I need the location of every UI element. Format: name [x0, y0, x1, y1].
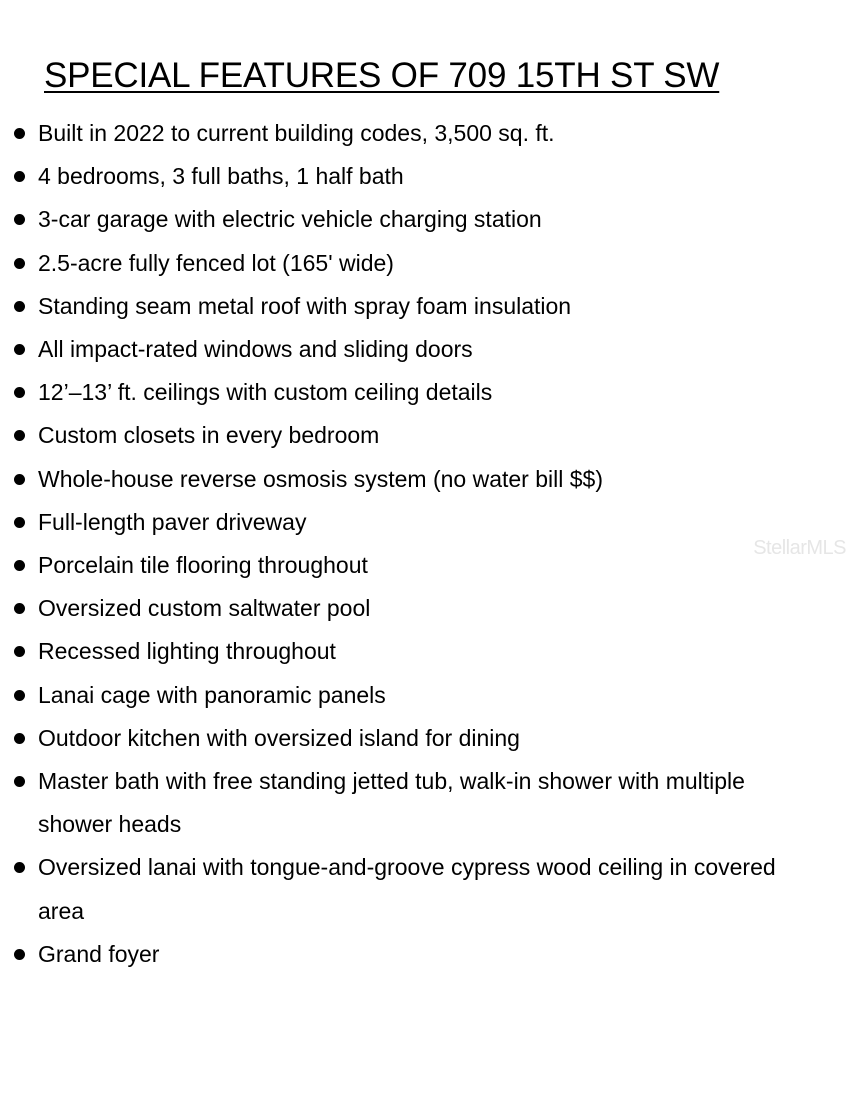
feature-text: Lanai cage with panoramic panels — [38, 681, 386, 708]
feature-text: Standing seam metal roof with spray foam insulation — [38, 292, 572, 319]
list-item — [0, 112, 800, 155]
bullet-icon — [14, 646, 25, 657]
feature-list — [0, 112, 800, 976]
page-title: SPECIAL FEATURES OF 709 15TH ST SW — [44, 56, 720, 95]
feature-text: Full-length paver driveway — [38, 508, 307, 535]
feature-text: All impact-rated windows and sliding doors — [38, 336, 473, 363]
bullet-icon — [14, 517, 25, 528]
list-item — [0, 155, 800, 198]
list-item — [0, 285, 800, 328]
feature-text: Oversized lanai with tongue-and-groove cypress wood ceiling in covered area — [38, 854, 776, 924]
bullet-icon — [14, 690, 25, 701]
list-item — [0, 198, 800, 241]
feature-text: Built in 2022 to current building codes, 3,500 sq. ft. — [38, 120, 555, 146]
list-item — [0, 674, 800, 717]
bullet-icon — [14, 733, 25, 744]
bullet-icon — [14, 776, 25, 787]
bullet-icon — [14, 128, 25, 139]
feature-text: Porcelain tile flooring throughout — [38, 552, 368, 579]
list-item — [0, 371, 800, 414]
bullet-icon — [14, 387, 25, 398]
bullet-icon — [14, 603, 25, 614]
bullet-icon — [14, 474, 25, 485]
list-item — [0, 630, 800, 673]
stellarmls-watermark: StellarMLS — [753, 537, 846, 559]
bullet-icon — [14, 560, 25, 571]
feature-text: 3-car garage with electric vehicle charging station — [38, 206, 542, 233]
feature-text: Custom closets in every bedroom — [38, 422, 380, 449]
feature-text: Outdoor kitchen with oversized island for dining — [38, 724, 520, 751]
list-item — [0, 760, 800, 846]
feature-text: 2.5-acre fully fenced lot (165' wide) — [38, 249, 394, 276]
bullet-icon — [14, 862, 25, 873]
feature-text: 4 bedrooms, 3 full baths, 1 half bath — [38, 163, 404, 190]
bullet-icon — [14, 344, 25, 355]
feature-text: Whole-house reverse osmosis system (no water bill $$) — [38, 465, 603, 492]
bullet-icon — [14, 301, 25, 312]
feature-text: Oversized custom saltwater pool — [38, 595, 371, 622]
bullet-icon — [14, 430, 25, 441]
list-item — [0, 458, 800, 501]
list-item — [0, 587, 800, 630]
feature-text: 12’–13’ ft. ceilings with custom ceiling details — [38, 379, 493, 406]
bullet-icon — [14, 949, 25, 960]
bullet-icon — [14, 171, 25, 182]
list-item — [0, 933, 800, 976]
list-item — [0, 717, 800, 760]
list-item — [0, 242, 800, 285]
feature-text: Master bath with free standing jetted tub, walk-in shower with multiple shower heads — [38, 768, 745, 838]
feature-text: Grand foyer — [38, 940, 160, 967]
list-item — [0, 501, 800, 544]
bullet-icon — [14, 214, 25, 225]
list-item — [0, 414, 800, 457]
list-item — [0, 846, 800, 932]
list-item — [0, 544, 800, 587]
bullet-icon — [14, 258, 25, 269]
list-item — [0, 328, 800, 371]
feature-text: Recessed lighting throughout — [38, 638, 336, 665]
